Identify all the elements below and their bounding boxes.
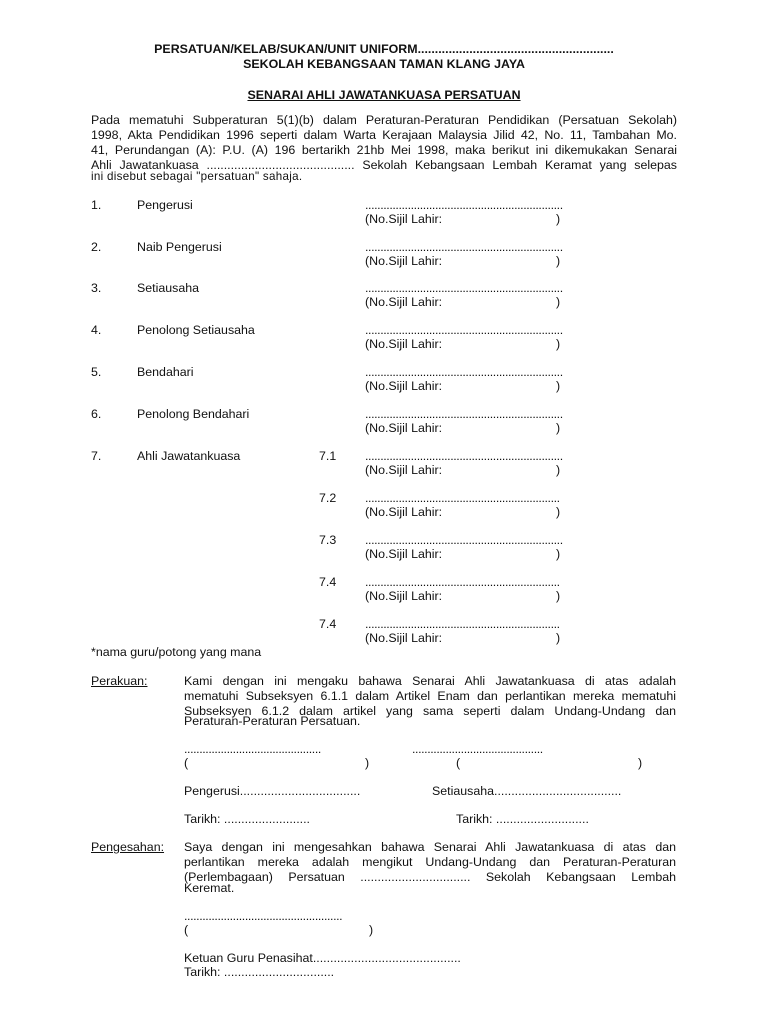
position-label: Penolong Setiausaha: [137, 323, 255, 337]
name-field[interactable]: .................................................................: [365, 240, 563, 254]
perakuan-line: Kami dengan ini mengaku bahawa Senarai Ahli Jawatankuasa di atas adalah: [184, 674, 676, 688]
ketua-guru-penasihat[interactable]: Ketuan Guru Penasihat...........................................: [184, 951, 461, 965]
name-field[interactable]: .................................................................: [365, 198, 563, 212]
subitem-number: 7.3: [319, 533, 337, 547]
birth-cert-close: ): [556, 212, 561, 226]
name-field[interactable]: .................................................................: [365, 449, 563, 463]
open-paren: (: [184, 756, 189, 770]
name-field[interactable]: .................................................................: [365, 281, 563, 295]
birth-cert-label: (No.Sijil Lahir:: [365, 337, 443, 351]
pengesahan-last-line: Keremat.: [184, 881, 235, 895]
subitem-number: 7.4: [319, 617, 337, 631]
birth-cert-label: (No.Sijil Lahir:: [365, 421, 443, 435]
position-number: 3.: [91, 281, 102, 295]
birth-cert-label: (No.Sijil Lahir:: [365, 505, 443, 519]
adviser-signature-line[interactable]: ....................................................: [184, 909, 343, 923]
position-number: 7.: [91, 449, 102, 463]
birth-cert-label: (No.Sijil Lahir:: [365, 547, 443, 561]
birth-cert-label: (No.Sijil Lahir:: [365, 295, 443, 309]
setiausaha-signature[interactable]: Setiausaha.....................................: [432, 784, 622, 798]
pengesahan-label: Pengesahan:: [91, 840, 165, 854]
close-paren: ): [638, 756, 643, 770]
birth-cert-close: ): [556, 547, 561, 561]
birth-cert-label: (No.Sijil Lahir:: [365, 379, 443, 393]
perakuan-line: mematuhi Subseksyen 6.1.1 dalam Artikel Enam dan perlantikan mereka mematuhi: [184, 689, 676, 703]
open-paren: (: [184, 923, 189, 937]
birth-cert-close: ): [556, 337, 561, 351]
pengesahan-line: (Perlembagaan) Persatuan ................................ Sekolah Kebangsaan Lembah: [184, 870, 676, 884]
position-label: Bendahari: [137, 365, 194, 379]
header-organisation-line: PERSATUAN/KELAB/SUKAN/UNIT UNIFORM.........................................................: [154, 42, 614, 56]
birth-cert-label: (No.Sijil Lahir:: [365, 589, 443, 603]
subitem-number: 7.4: [319, 575, 337, 589]
intro-line: Ahli Jawatankuasa ........................................... Sekolah Kebangsaan Lembah Keramat yang selepas: [91, 158, 677, 172]
birth-cert-close: ): [556, 379, 561, 393]
perakuan-line: Subseksyen 6.1.2 dalam artikel yang sama seperti dalam Undang-Undang dan: [184, 704, 676, 718]
subitem-number: 7.2: [319, 491, 337, 505]
name-field[interactable]: .................................................................: [365, 323, 563, 337]
name-field[interactable]: ................................................................: [365, 491, 560, 505]
birth-cert-label: (No.Sijil Lahir:: [365, 212, 443, 226]
intro-last-line: ini disebut sebagai "persatuan" sahaja.: [91, 170, 303, 183]
position-number: 1.: [91, 198, 102, 212]
document-title: SENARAI AHLI JAWATANKUASA PERSATUAN: [247, 88, 521, 102]
position-label: Naib Pengerusi: [137, 240, 222, 254]
pengesahan-line: Saya dengan ini mengesahkan bahawa Senarai Ahli Jawatankuasa di atas dan: [184, 840, 676, 854]
birth-cert-label: (No.Sijil Lahir:: [365, 463, 443, 477]
intro-line: 41, Perundangan (A): P.U. (A) 196 bertarikh 21hb Mei 1998, maka berikut ini dikemukakan Senarai: [91, 143, 677, 157]
intro-line: Pada mematuhi Subperaturan 5(1)(b) dalam Peraturan-Peraturan Pendidikan (Persatuan Sekolah): [91, 113, 677, 127]
birth-cert-close: ): [556, 589, 561, 603]
birth-cert-label: (No.Sijil Lahir:: [365, 254, 443, 268]
signature-line-left[interactable]: .............................................: [184, 742, 321, 756]
name-field[interactable]: ................................................................: [365, 575, 560, 589]
header-school-name: SEKOLAH KEBANGSAAN TAMAN KLANG JAYA: [243, 57, 525, 71]
intro-line: 1998, Akta Pendidikan 1996 seperti dalam Warta Kerajaan Malaysia Jilid 42, No. 11, Tambahan Mo.: [91, 128, 677, 142]
perakuan-label: Perakuan:: [91, 674, 148, 688]
footnote: *nama guru/potong yang mana: [91, 645, 262, 659]
pengesahan-tarikh[interactable]: Tarikh: ................................: [184, 965, 335, 979]
close-paren: ): [365, 756, 370, 770]
pengesahan-line: perlantikan mereka adalah mengikut Undang-Undang dan Peraturan-Peraturan: [184, 855, 676, 869]
birth-cert-close: ): [556, 505, 561, 519]
name-field[interactable]: .................................................................: [365, 407, 563, 421]
position-label: Setiausaha: [137, 281, 200, 295]
birth-cert-close: ): [556, 421, 561, 435]
name-field[interactable]: .................................................................: [365, 365, 563, 379]
position-label: Penolong Bendahari: [137, 407, 250, 421]
open-paren: (: [456, 756, 461, 770]
signature-line-right[interactable]: ...........................................: [412, 742, 543, 756]
tarikh-right[interactable]: Tarikh: ...........................: [456, 812, 589, 826]
position-label: Ahli Jawatankuasa: [137, 449, 241, 463]
birth-cert-label: (No.Sijil Lahir:: [365, 631, 443, 645]
birth-cert-close: ): [556, 631, 561, 645]
position-label: Pengerusi: [137, 198, 193, 212]
name-field[interactable]: ................................................................: [365, 617, 560, 631]
pengerusi-signature[interactable]: Pengerusi...................................: [184, 784, 361, 798]
close-paren: ): [369, 923, 374, 937]
position-number: 2.: [91, 240, 102, 254]
birth-cert-close: ): [556, 254, 561, 268]
position-number: 6.: [91, 407, 102, 421]
birth-cert-close: ): [556, 463, 561, 477]
position-number: 5.: [91, 365, 102, 379]
perakuan-last-line: Peraturan-Peraturan Persatuan.: [184, 714, 361, 728]
birth-cert-close: ): [556, 295, 561, 309]
subitem-number: 7.1: [319, 449, 337, 463]
name-field[interactable]: .................................................................: [365, 533, 563, 547]
position-number: 4.: [91, 323, 102, 337]
tarikh-left[interactable]: Tarikh: .........................: [184, 812, 310, 826]
